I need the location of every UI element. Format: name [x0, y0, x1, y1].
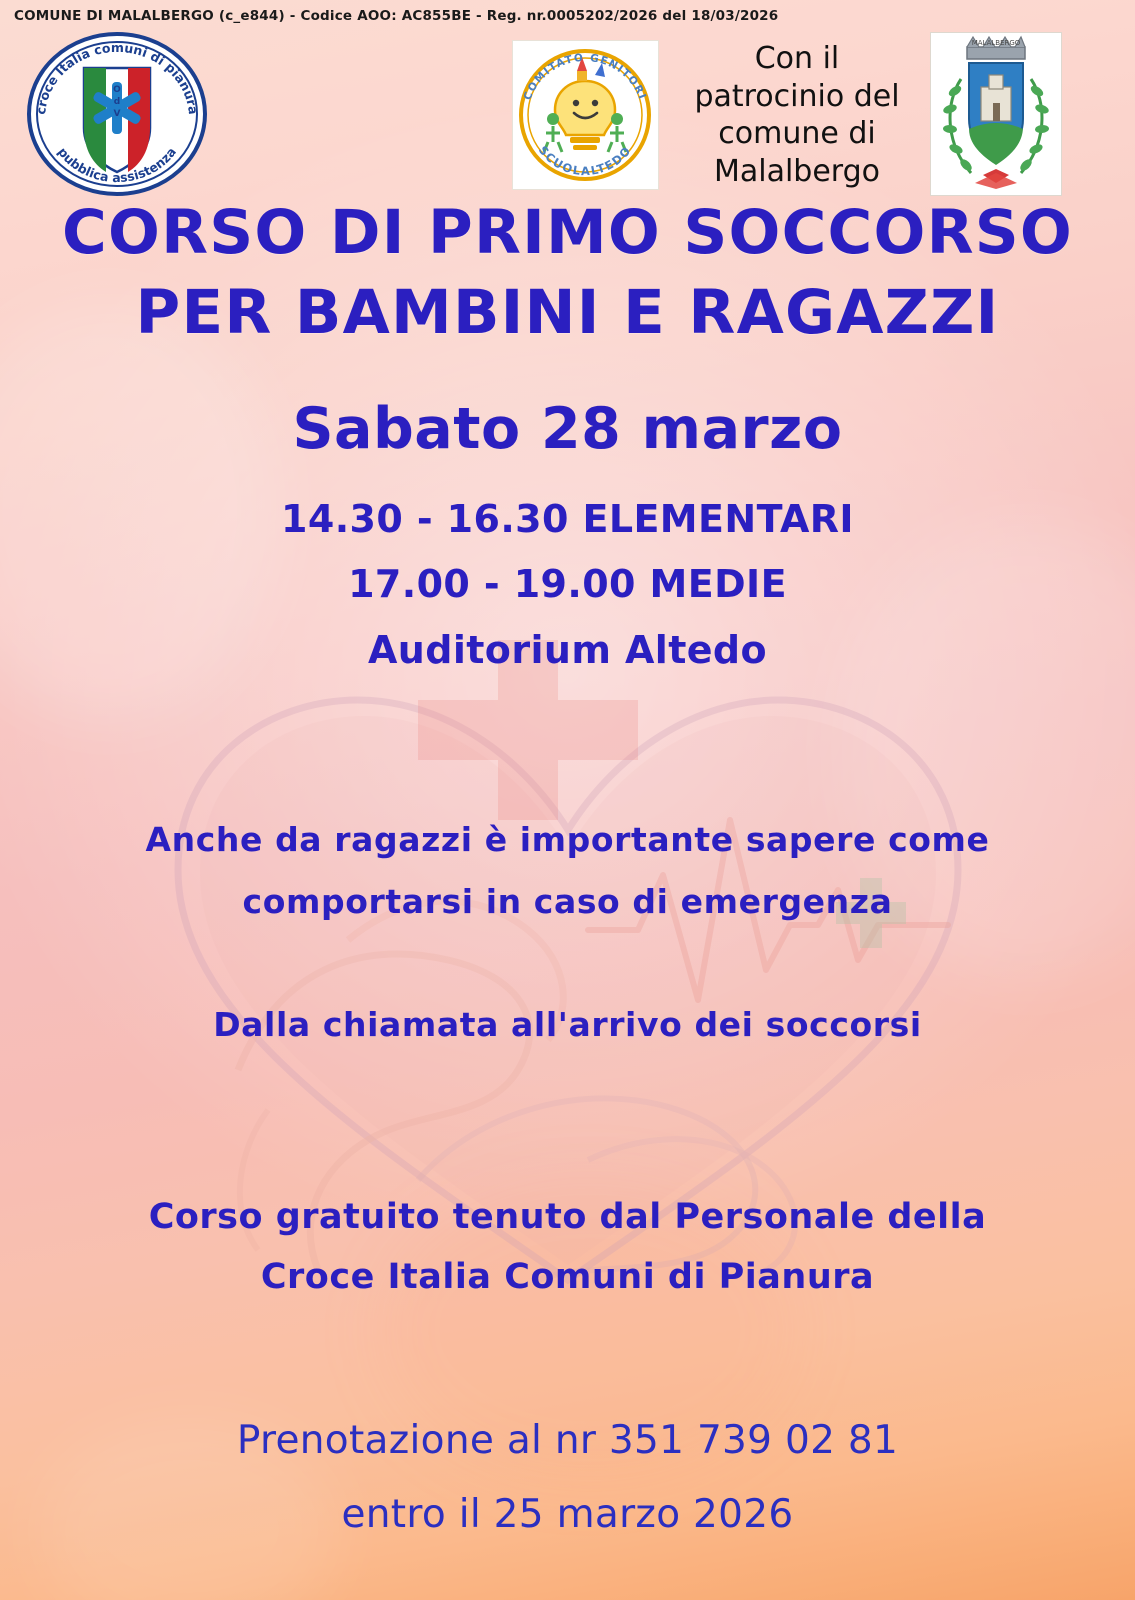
event-venue: Auditorium Altedo — [367, 628, 768, 672]
event-schedule-medie: 17.00 - 19.00 MEDIE — [348, 562, 787, 606]
svg-text:croce Italia comuni di pianura: croce Italia comuni di pianura — [33, 39, 201, 116]
protocol-stamp-line: COMUNE DI MALALBERGO (c_e844) - Codice AOO: AC855BE - Reg. nr.0005202/2026 del 18/03/2026 — [14, 8, 779, 24]
message-line-3: Dalla chiamata all'arrivo dei soccorsi — [213, 1005, 922, 1044]
patrocinio-line-3: comune di — [718, 116, 876, 151]
message-line-2: comportarsi in caso di emergenza — [242, 882, 893, 921]
svg-text:d: d — [113, 97, 121, 107]
event-date: Sabato 28 marzo — [292, 396, 843, 462]
closing-line-2: Croce Italia Comuni di Pianura — [260, 1257, 875, 1297]
message-line-1: Anche da ragazzi è importante sapere come — [145, 820, 990, 859]
page-title-line-1: CORSO DI PRIMO SOCCORSO — [62, 197, 1073, 268]
event-schedule-elementari: 14.30 - 16.30 ELEMENTARI — [281, 497, 854, 541]
svg-text:V: V — [113, 109, 121, 119]
svg-text:MALALBERGO: MALALBERGO — [971, 39, 1021, 47]
booking-deadline-line: entro il 25 marzo 2026 — [341, 1492, 794, 1537]
svg-text:SCUOLALTEDO: SCUOLALTEDO — [535, 143, 635, 179]
page-title-line-2: PER BAMBINI E RAGAZZI — [135, 277, 1000, 348]
patrocinio-line-1: Con il — [754, 41, 840, 76]
closing-line-1: Corso gratuito tenuto dal Personale della — [148, 1197, 987, 1237]
patrocinio-line-4: Malalbergo — [713, 153, 881, 189]
svg-text:COMITATO GENITORI: COMITATO GENITORI — [521, 51, 649, 102]
svg-text:O: O — [113, 85, 121, 95]
svg-text:pubblica assistenza: pubblica assistenza — [54, 144, 180, 186]
booking-phone-line: Prenotazione al nr 351 739 02 81 — [236, 1418, 899, 1463]
patrocinio-line-2: patrocinio del — [694, 78, 900, 114]
